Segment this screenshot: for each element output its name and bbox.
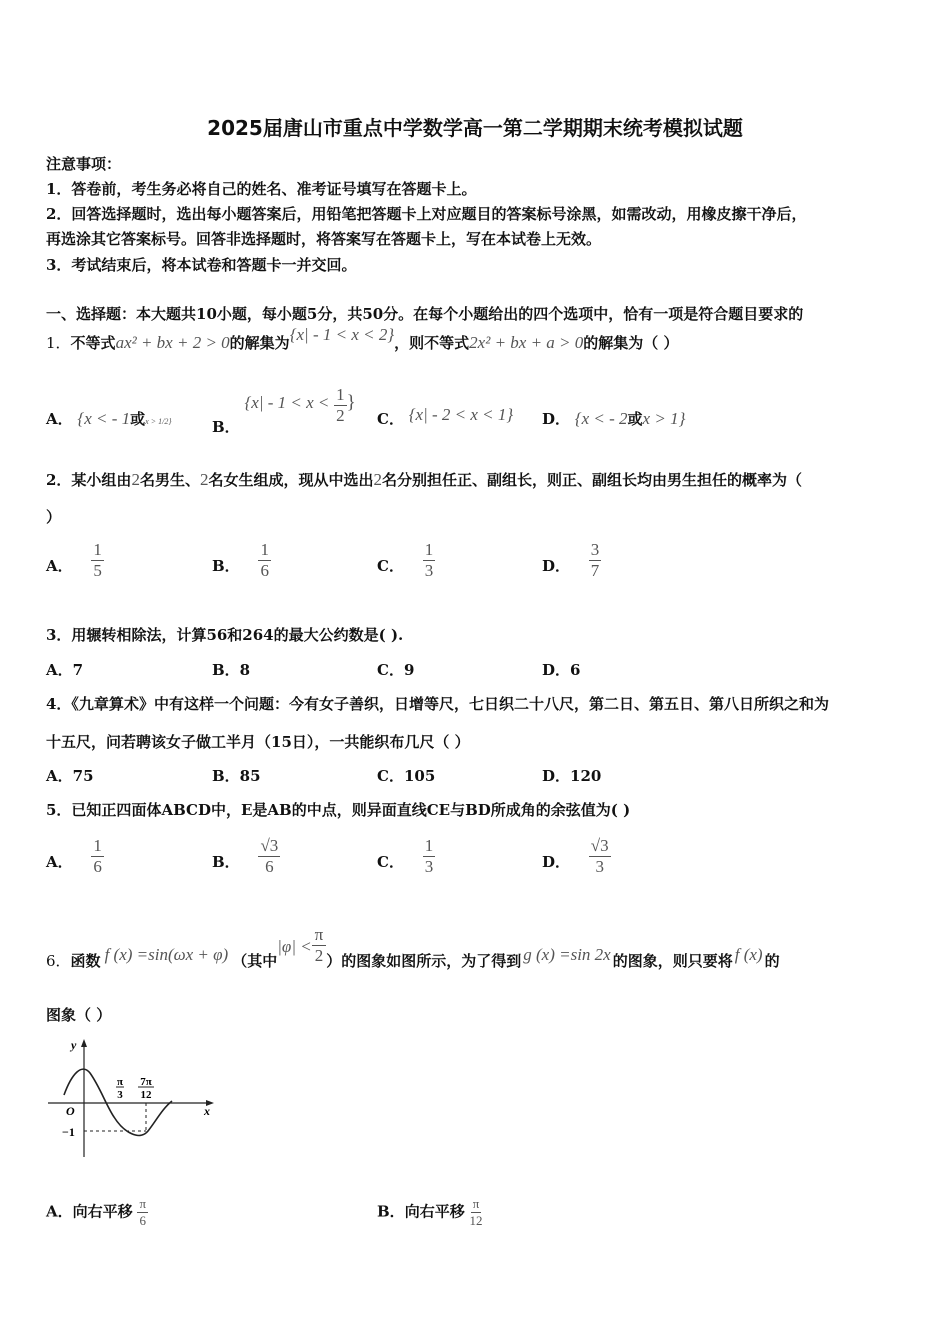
q6-line-2: 图象（ ） (46, 1006, 112, 1024)
page-title: 2025届唐山市重点中学数学高一第二学期期末统考模拟试题 (207, 116, 743, 140)
notice-item-3: 3．考试结束后，将本试卷和答题卡一并交回。 (46, 256, 357, 274)
q3-option-d[interactable]: D．6 (542, 661, 581, 679)
fraction-numerator: 1 (336, 385, 345, 404)
q4-option-b[interactable]: B．85 (212, 767, 261, 785)
q1-option-b-post: } (346, 391, 356, 413)
q1-option-c-text: {x| - 2 < x < 1} (408, 405, 514, 424)
q5-option-c-fraction (423, 836, 436, 877)
q1-solution-set: {x| - 1 < x < 2} (289, 325, 395, 344)
option-label: B． (377, 1202, 405, 1221)
origin-label: O (66, 1104, 75, 1118)
fraction-numerator: π (139, 1196, 147, 1211)
notice-item-1: 1．答卷前，考生务必将自己的姓名、准考证号填写在答题卡上。 (46, 180, 477, 198)
q2-text-3: 名女生组成，现从中选出 (208, 471, 374, 489)
q5-option-b-fraction (258, 836, 280, 877)
neg-one-label: −1 (62, 1125, 75, 1139)
q6-option-a-fraction (137, 1196, 148, 1229)
option-label: A． (46, 852, 73, 871)
q1-option-a-right: x > 1/2} (145, 417, 172, 426)
q6-text-4: 的图象，则只要将 (612, 951, 733, 970)
fraction-numerator: 1 (260, 540, 269, 559)
fraction-denominator: 6 (93, 857, 102, 876)
q6-function-graph (44, 1035, 224, 1160)
q5-option-d[interactable] (542, 836, 611, 877)
q2-text-1: 2．某小组由 (46, 471, 132, 489)
q1-text-4: 的解集为（ ） (583, 334, 679, 352)
q4-option-d[interactable]: D．120 (542, 767, 602, 785)
q2-option-b-fraction (258, 540, 271, 581)
q2-number-1: 2 (131, 470, 140, 489)
q6-text-1: 函数 (70, 951, 101, 970)
q1-inequality-2: 2x² + bx + a > 0 (469, 333, 584, 352)
option-label: C． (377, 410, 404, 428)
fraction-denominator: 12 (469, 1213, 483, 1228)
question-4: 4．《九章算术》中有这样一个问题：今有女子善织，日增等尺，七日织二十八尺，第二日、第五日、第八日所织之和为 (46, 695, 829, 713)
option-label: D． (542, 556, 571, 575)
question-1-number: 1． (46, 334, 71, 352)
q4-option-a[interactable]: A．75 (46, 767, 94, 785)
option-label: B． (212, 852, 240, 871)
fraction-denominator: 3 (595, 857, 604, 876)
q6-function: f (x) =sin(ωx + φ) (104, 944, 229, 964)
q2-text-2: 名男生、 (139, 471, 200, 489)
q2-text-4: 名分别担任正、副组长，则正、副组长均由男生担任的概率为（ (381, 471, 802, 489)
section-heading: 一、选择题：本大题共10小题，每小题5分，共50分。在每个小题给出的四个选项中，恰有一项是符合题目要求的 (46, 305, 804, 323)
q6-option-a[interactable] (46, 1196, 148, 1229)
q2-option-c-fraction (423, 540, 436, 581)
notice-item-2: 2．回答选择题时，选出每小题答案后，用铅笔把答题卡上对应题目的答案标号涂黑，如需改动，用橡皮擦干净后， (46, 205, 807, 223)
option-label: A． (46, 556, 73, 575)
fraction-denominator: 5 (93, 561, 102, 580)
question-6 (46, 925, 780, 970)
tick-pi-3-num: π (116, 1076, 124, 1088)
y-axis-label: y (71, 1038, 77, 1052)
option-label: A． (46, 410, 73, 428)
q5-option-b[interactable] (212, 836, 280, 877)
fraction-numerator: 3 (590, 540, 600, 559)
question-3: 3．用辗转相除法，计算56和264的最大公约数是( ). (46, 626, 404, 644)
q2-option-a[interactable] (46, 540, 104, 581)
q2-option-d[interactable] (542, 540, 601, 581)
q6-condition: |φ| < (277, 936, 312, 956)
fraction-denominator: 6 (265, 857, 274, 876)
q3-option-a[interactable]: A．7 (46, 661, 84, 679)
q6-option-a-text: 向右平移 (72, 1202, 133, 1221)
q6-text-5: 的 (764, 951, 780, 970)
q1-text-3: ，则不等式 (394, 334, 470, 352)
q6-option-b-fraction (469, 1196, 482, 1229)
fraction-denominator: 3 (424, 857, 434, 876)
q2-option-d-fraction (589, 540, 602, 581)
q3-option-c[interactable]: C．9 (377, 661, 415, 679)
q2-number-2: 2 (199, 470, 209, 489)
q6-number: 6． (46, 951, 71, 970)
q5-option-a[interactable] (46, 836, 104, 877)
y-axis (81, 1039, 87, 1157)
question-4-cont: 十五尺，问若聘该女子做工半月（15日），一共能织布几尺（ ） (46, 733, 470, 751)
q1-option-a-or: 或 (130, 410, 146, 428)
q6-condition-fraction (312, 925, 327, 966)
tick-7pi-12-den: 12 (140, 1089, 152, 1101)
fraction-numerator: 1 (93, 836, 102, 855)
q1-option-a[interactable] (46, 408, 172, 429)
q2-option-b[interactable] (212, 540, 271, 581)
fraction-numerator: √3 (260, 836, 279, 855)
question-5: 5．已知正四面体ABCD中，E是AB的中点，则异面直线CE与BD所成角的余弦值为( ) (46, 801, 631, 819)
option-label: D． (542, 410, 571, 428)
tick-pi-3-den: 3 (117, 1089, 123, 1101)
q3-option-b[interactable]: B．8 (212, 661, 251, 679)
fraction-numerator: 1 (424, 540, 434, 559)
q1-option-b-fraction (334, 385, 347, 426)
q1-text-2: 的解集为 (229, 334, 290, 352)
q2-line-2: ） (46, 508, 62, 526)
q6-text-3: ）的图象如图所示，为了得到 (326, 951, 522, 970)
option-label: C． (377, 556, 404, 575)
option-label: A． (46, 1202, 73, 1221)
q2-number-3: 2 (373, 470, 382, 489)
fraction-denominator: 2 (312, 945, 327, 966)
q2-option-a-fraction (91, 540, 104, 581)
notice-heading: 注意事项： (46, 155, 122, 173)
option-label: B． (212, 417, 240, 436)
q6-target-function: g (x) =sin 2x (523, 944, 611, 964)
notice-item-2-cont: 再选涂其它答案标号。回答非选择题时，将答案写在答题卡上，写在本试卷上无效。 (46, 230, 602, 248)
q5-option-c[interactable] (377, 836, 435, 877)
fraction-numerator: π (314, 925, 324, 944)
fraction-numerator: π (472, 1196, 480, 1211)
option-label: B． (212, 556, 240, 575)
q1-option-d[interactable] (542, 408, 685, 429)
q5-option-d-fraction (589, 836, 611, 877)
option-label: D． (542, 852, 571, 871)
q1-inequality-1: ax² + bx + 2 > 0 (115, 333, 230, 352)
x-axis-label: x (204, 1104, 210, 1118)
fraction-numerator: 1 (424, 836, 434, 855)
q1-text-1: 不等式 (70, 334, 116, 352)
tick-7pi-12-num: 7π (140, 1076, 152, 1088)
q5-option-a-fraction (91, 836, 104, 877)
fraction-numerator: 1 (93, 540, 102, 559)
option-label: C． (377, 852, 404, 871)
fraction-denominator: 2 (336, 406, 345, 425)
q1-option-c[interactable] (377, 404, 514, 428)
fraction-denominator: 6 (260, 561, 269, 580)
q4-option-c[interactable]: C．105 (377, 767, 436, 785)
fraction-numerator: √3 (590, 836, 609, 855)
fraction-denominator: 3 (424, 561, 434, 580)
question-1 (46, 325, 679, 353)
q1-option-d-or: 或 (627, 410, 643, 428)
q1-option-d-left: {x < - 2 (574, 409, 628, 428)
q6-text-2: （其中 (232, 951, 278, 970)
q1-option-b-pre: {x| - 1 < x < (244, 392, 330, 412)
q2-option-c[interactable] (377, 540, 435, 581)
q6-option-b[interactable] (377, 1196, 482, 1229)
fraction-denominator: 7 (590, 561, 600, 580)
q1-option-d-right: x > 1} (642, 409, 686, 428)
q1-option-b[interactable] (212, 385, 356, 436)
fraction-denominator: 6 (139, 1213, 146, 1228)
question-2 (46, 469, 802, 490)
q6-option-b-text: 向右平移 (404, 1202, 465, 1221)
q1-option-a-left: {x < - 1 (77, 409, 131, 428)
q6-f-ref: f (x) (734, 944, 763, 964)
